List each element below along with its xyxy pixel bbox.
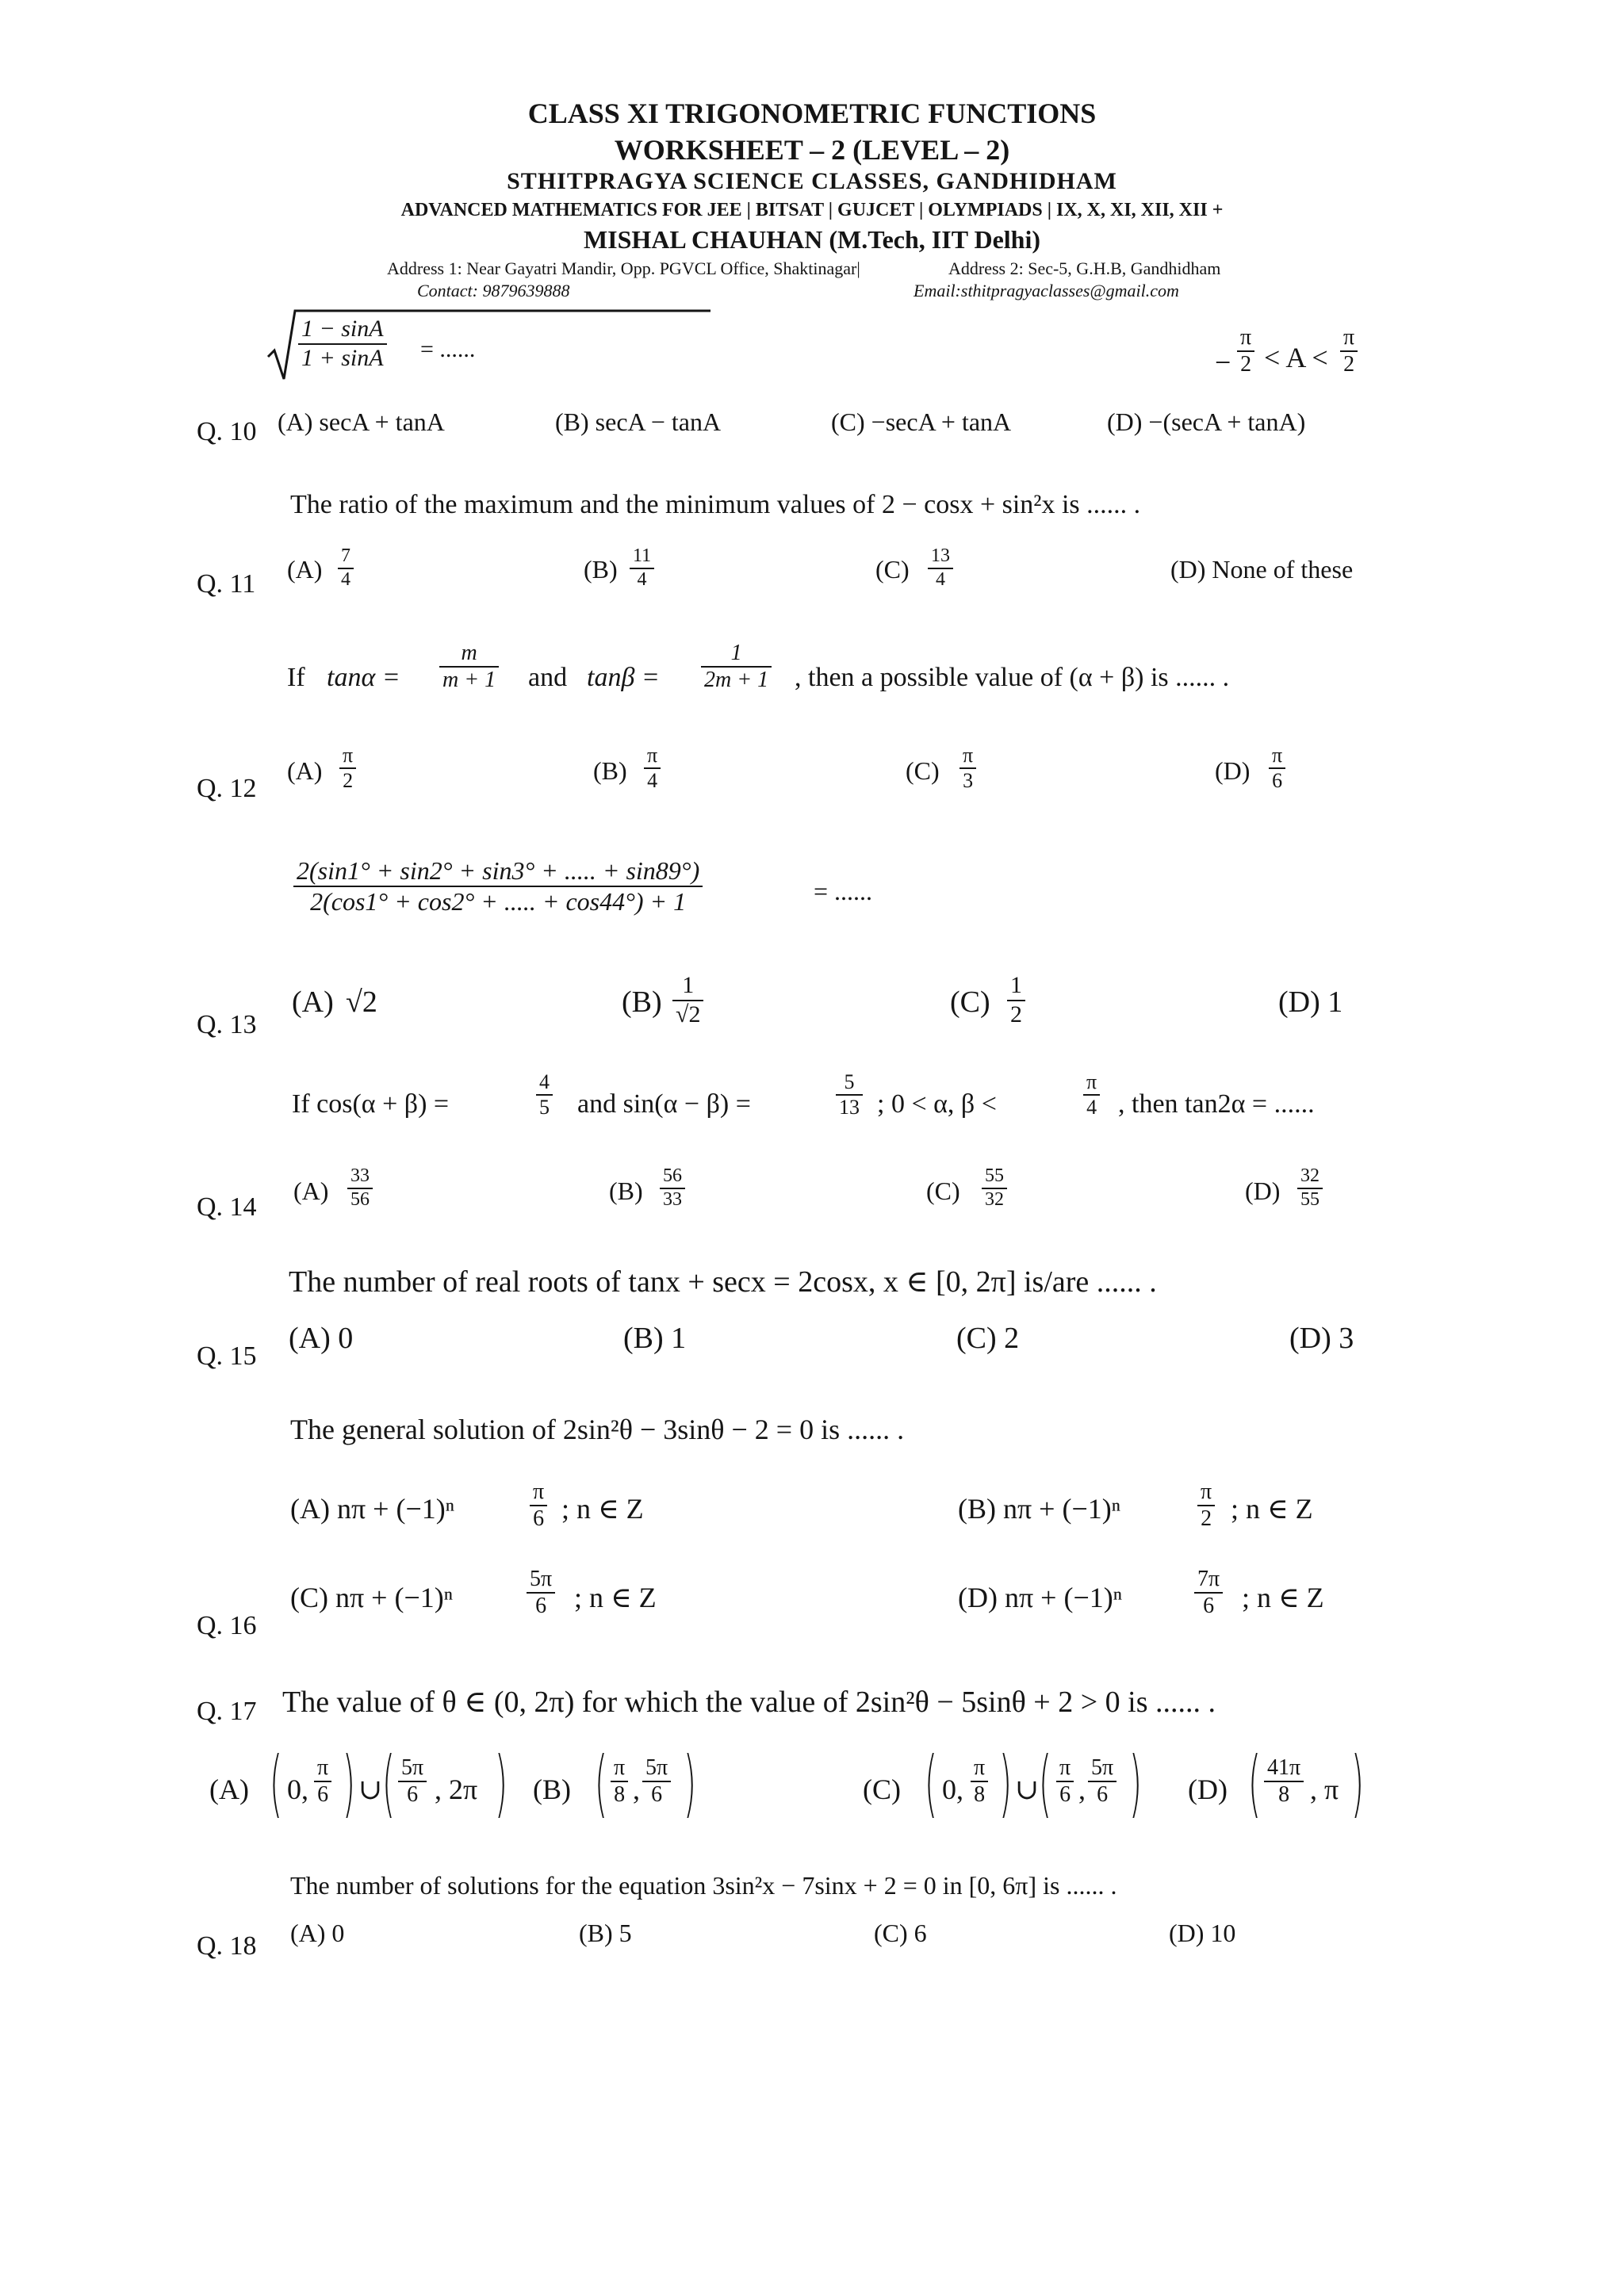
q17-b-frac2-den: 6	[651, 1782, 663, 1808]
q14-c-num: 55	[982, 1165, 1007, 1189]
q12-option-d-label: (D)	[1215, 756, 1251, 785]
q14-a-den: 56	[350, 1188, 370, 1210]
q14-option-c-frac	[982, 1165, 1007, 1211]
q12-tan-alpha: tanα =	[327, 663, 400, 692]
q12-if: If	[287, 663, 305, 692]
q13-c-den: 2	[1010, 1001, 1022, 1027]
q12-tan-beta: tanβ =	[587, 663, 660, 692]
q16-c-num: 5π	[527, 1567, 555, 1594]
q15-text: The number of real roots of tanx + secx = 2cosx, x ∈ [0, 2π] is/are ...... .	[289, 1265, 1157, 1299]
q14-c-den: 32	[985, 1188, 1004, 1210]
q12-number: Q. 12	[197, 774, 257, 803]
q14-frac2-den: 13	[839, 1095, 860, 1119]
q10-equals: = ......	[420, 336, 476, 362]
q17-c-frac2	[1056, 1755, 1074, 1808]
q16-option-b-frac	[1197, 1479, 1215, 1532]
q18-option-d: (D) 10	[1169, 1919, 1236, 1947]
q14-frac3	[1083, 1070, 1100, 1119]
q18-option-b: (B) 5	[579, 1919, 632, 1947]
q14-option-b-frac	[660, 1165, 685, 1211]
q10-cond-frac1-den: 2	[1240, 352, 1252, 377]
q12-frac1-num: m	[439, 641, 499, 668]
q12-and: and	[528, 663, 568, 692]
q17-text: The value of θ ∈ (0, 2π) for which the value of 2sin²θ − 5sinθ + 2 > 0 is ...... .	[282, 1686, 1216, 1719]
q16-text: The general solution of 2sin²θ − 3sinθ − 2 = 0 is ...... .	[290, 1414, 905, 1445]
q14-option-a-label: (A)	[293, 1177, 329, 1205]
paren-close-icon: )	[1350, 1741, 1365, 1826]
q17-b-frac1	[611, 1755, 628, 1808]
paren-open-icon: (	[594, 1741, 608, 1826]
paren-open-icon: (	[924, 1741, 938, 1826]
q12-option-b-label: (B)	[593, 756, 627, 785]
q17-a-two-pi: , 2π	[435, 1774, 478, 1805]
q12-option-a-frac	[339, 744, 356, 793]
q17-option-c-label: (C)	[863, 1774, 901, 1805]
q14-frac3-den: 4	[1086, 1095, 1097, 1119]
q12-option-b-frac	[644, 744, 661, 793]
q14-frac2	[836, 1070, 863, 1119]
q10-option-b: (B) secA − tanA	[555, 408, 722, 436]
q11-option-c-label: (C)	[875, 555, 910, 584]
q13-equals: = ......	[814, 877, 873, 905]
q17-d-pi: , π	[1310, 1774, 1339, 1805]
q16-option-b-pre: (B) nπ + (−1)ⁿ	[958, 1493, 1121, 1525]
q10-cond-frac1	[1237, 325, 1254, 377]
q10-cond-frac1-num: π	[1237, 325, 1254, 352]
q12-option-c-label: (C)	[906, 756, 940, 785]
q15-option-d: (D) 3	[1289, 1322, 1354, 1355]
q14-frac1	[536, 1070, 553, 1119]
q13-numerator: 2(sin1° + sin2° + sin3° + ..... + sin89°)	[293, 856, 703, 887]
q10-cond-frac2-num: π	[1340, 325, 1358, 352]
q17-c-frac2-num: π	[1056, 1755, 1074, 1782]
q10-num: 1 − sinA	[298, 316, 387, 345]
q13-option-a-label: (A)	[292, 985, 334, 1019]
q17-a-frac2	[398, 1755, 427, 1808]
q10-cond-frac2-den: 2	[1343, 352, 1355, 377]
q17-c-zero: 0,	[942, 1774, 963, 1805]
q14-frac2-num: 5	[836, 1070, 863, 1096]
q14-frac3-num: π	[1083, 1070, 1100, 1096]
q11-a-num: 7	[338, 545, 354, 569]
q11-option-b-frac	[630, 545, 654, 591]
q13-b-den: √2	[676, 1001, 701, 1027]
q17-a-frac1-num: π	[314, 1755, 331, 1782]
q17-c-frac1-num: π	[971, 1755, 988, 1782]
q16-a-num: π	[530, 1479, 547, 1506]
q13-option-a-value: √2	[346, 985, 377, 1019]
q10-option-d: (D) −(secA + tanA)	[1107, 408, 1306, 436]
q17-a-frac1-den: 6	[317, 1782, 329, 1808]
q14-part3: ; 0 < α, β <	[877, 1089, 997, 1119]
q16-b-num: π	[1197, 1479, 1215, 1506]
q16-a-den: 6	[533, 1506, 545, 1532]
q16-option-d-frac	[1194, 1567, 1223, 1619]
q11-option-c-frac	[928, 545, 953, 591]
q17-c-union: ∪	[1015, 1774, 1040, 1805]
q13-b-num: 1	[672, 972, 703, 1001]
q16-d-num: 7π	[1194, 1567, 1223, 1594]
q17-b-comma: ,	[633, 1774, 640, 1805]
q17-c-frac3-num: 5π	[1088, 1755, 1116, 1782]
q15-option-b: (B) 1	[623, 1322, 687, 1355]
q12-option-a-label: (A)	[287, 756, 323, 785]
teacher-name: MISHAL CHAUHAN (M.Tech, IIT Delhi)	[583, 225, 1041, 254]
q13-option-d: (D) 1	[1278, 985, 1343, 1019]
q14-frac1-den: 5	[539, 1095, 550, 1119]
q16-number: Q. 16	[197, 1611, 257, 1640]
q12-frac2	[701, 641, 772, 693]
q14-number: Q. 14	[197, 1192, 257, 1222]
q14-d-den: 55	[1300, 1188, 1320, 1210]
q11-b-num: 11	[630, 545, 654, 569]
q17-c-frac2-den: 6	[1059, 1782, 1071, 1808]
q18-option-c: (C) 6	[874, 1919, 927, 1947]
q13-option-b-label: (B)	[622, 985, 662, 1019]
q17-c-frac1-den: 8	[974, 1782, 986, 1808]
q17-d-frac1	[1264, 1755, 1304, 1808]
q14-frac1-num: 4	[536, 1070, 553, 1096]
q14-part2: and sin(α − β) =	[577, 1089, 751, 1119]
q16-option-d-post: ; n ∈ Z	[1242, 1582, 1324, 1613]
q18-option-a: (A) 0	[290, 1919, 345, 1947]
q14-option-d-label: (D)	[1245, 1177, 1281, 1205]
q16-option-a-post: ; n ∈ Z	[561, 1493, 644, 1525]
q14-d-num: 32	[1297, 1165, 1323, 1189]
q12-frac2-num: 1	[701, 641, 772, 668]
q17-number: Q. 17	[197, 1697, 257, 1726]
institute-name: STHITPRAGYA SCIENCE CLASSES, GANDHIDHAM	[507, 168, 1117, 194]
q16-option-c-frac	[527, 1567, 555, 1619]
q12-b-num: π	[644, 744, 661, 769]
q17-d-frac1-den: 8	[1278, 1782, 1290, 1808]
q14-option-d-frac	[1297, 1165, 1323, 1211]
paren-close-icon: )	[683, 1741, 697, 1826]
q17-c-comma: ,	[1078, 1774, 1086, 1805]
q17-c-frac3-den: 6	[1097, 1782, 1109, 1808]
paren-open-icon: (	[1038, 1741, 1052, 1826]
q14-option-c-label: (C)	[926, 1177, 960, 1205]
q11-option-b-label: (B)	[584, 555, 618, 584]
q14-a-num: 33	[347, 1165, 373, 1189]
contact-email: Email:sthitpragyaclasses@gmail.com	[914, 281, 1179, 300]
q15-number: Q. 15	[197, 1341, 257, 1371]
q14-part1: If cos(α + β) =	[292, 1089, 450, 1119]
q17-b-frac2	[642, 1755, 671, 1808]
q14-part4: , then tan2α = ......	[1118, 1089, 1315, 1119]
q17-a-union: ∪	[358, 1774, 383, 1805]
q16-option-a-pre: (A) nπ + (−1)ⁿ	[290, 1493, 455, 1525]
q13-number: Q. 13	[197, 1010, 257, 1039]
q15-option-a: (A) 0	[289, 1322, 354, 1355]
q10-number: Q. 10	[197, 417, 257, 446]
q10-cond: < A <	[1264, 342, 1328, 373]
q17-a-zero: 0,	[287, 1774, 308, 1805]
sqrt-radical-icon	[266, 309, 298, 381]
q11-text: The ratio of the maximum and the minimum values of 2 − cosx + sin²x is ...... .	[290, 490, 1141, 519]
q17-b-frac2-num: 5π	[642, 1755, 671, 1782]
q16-option-d-pre: (D) nπ + (−1)ⁿ	[958, 1582, 1123, 1613]
q12-d-num: π	[1269, 744, 1285, 769]
q10-cond-minus: −	[1215, 346, 1231, 378]
q17-b-frac1-den: 8	[614, 1782, 626, 1808]
paren-close-icon: )	[494, 1741, 508, 1826]
q17-c-frac3	[1088, 1755, 1116, 1808]
q11-option-d: (D) None of these	[1170, 555, 1354, 584]
paren-close-icon: )	[1128, 1741, 1143, 1826]
q14-option-b-label: (B)	[609, 1177, 643, 1205]
q11-c-den: 4	[936, 568, 945, 590]
paren-open-icon: (	[381, 1741, 396, 1826]
q14-b-num: 56	[660, 1165, 685, 1189]
q12-frac1	[439, 641, 499, 693]
q13-fraction	[293, 856, 703, 916]
q12-frac1-den: m + 1	[442, 668, 496, 693]
q14-b-den: 33	[663, 1188, 682, 1210]
q17-option-a-label: (A)	[209, 1774, 249, 1805]
q16-option-c-pre: (C) nπ + (−1)ⁿ	[290, 1582, 454, 1613]
q11-b-den: 4	[637, 568, 647, 590]
q11-c-num: 13	[928, 545, 953, 569]
q10-den: 1 + sinA	[301, 344, 384, 371]
q12-d-den: 6	[1272, 768, 1283, 792]
q15-option-c: (C) 2	[956, 1322, 1020, 1355]
q11-a-den: 4	[341, 568, 350, 590]
q17-b-frac1-num: π	[611, 1755, 628, 1782]
q12-a-den: 2	[343, 768, 354, 792]
worksheet-title: CLASS XI TRIGONOMETRIC FUNCTIONS	[527, 98, 1097, 129]
q13-c-num: 1	[1007, 972, 1025, 1001]
q12-a-num: π	[339, 744, 356, 769]
address-1: Address 1: Near Gayatri Mandir, Opp. PGVCL Office, Shaktinagar|	[387, 258, 860, 278]
q17-option-b-label: (B)	[533, 1774, 571, 1805]
address-2: Address 2: Sec-5, G.H.B, Gandhidham	[948, 258, 1221, 278]
q17-a-frac2-den: 6	[407, 1782, 419, 1808]
q11-option-a-frac	[338, 545, 354, 591]
q17-a-frac2-num: 5π	[398, 1755, 427, 1782]
q12-c-den: 3	[963, 768, 974, 792]
paren-close-icon: )	[342, 1741, 356, 1826]
q14-option-a-frac	[347, 1165, 373, 1211]
q16-option-a-frac	[530, 1479, 547, 1532]
q13-denominator: 2(cos1° + cos2° + ..... + cos44°) + 1	[310, 886, 687, 916]
q16-d-den: 6	[1203, 1594, 1215, 1619]
q13-option-c-frac	[1007, 972, 1025, 1028]
q17-d-frac1-num: 41π	[1264, 1755, 1304, 1782]
q12-c-num: π	[959, 744, 976, 769]
q12-frac2-den: 2m + 1	[704, 668, 769, 693]
q16-c-den: 6	[535, 1594, 547, 1619]
q10-option-c: (C) −secA + tanA	[831, 408, 1012, 436]
paren-open-icon: (	[269, 1741, 283, 1826]
q18-number: Q. 18	[197, 1931, 257, 1961]
paren-close-icon: )	[998, 1741, 1013, 1826]
q17-a-frac1	[314, 1755, 331, 1808]
contact-phone: Contact: 9879639888	[417, 281, 570, 300]
q13-option-b-frac	[672, 972, 703, 1028]
q16-option-c-post: ; n ∈ Z	[574, 1582, 657, 1613]
q10-sqrt-fraction	[298, 316, 387, 372]
q17-option-d-label: (D)	[1188, 1774, 1228, 1805]
institute-tagline: ADVANCED MATHEMATICS FOR JEE | BITSAT | GUJCET | OLYMPIADS | IX, X, XI, XII, XII +	[400, 200, 1224, 220]
worksheet-subtitle: WORKSHEET – 2 (LEVEL – 2)	[614, 134, 1010, 166]
q12-option-c-frac	[959, 744, 976, 793]
q12-rest: , then a possible value of (α + β) is ...... .	[795, 663, 1230, 692]
q10-cond-frac2	[1340, 325, 1358, 377]
q12-b-den: 4	[647, 768, 658, 792]
q17-c-frac1	[971, 1755, 988, 1808]
q12-option-d-frac	[1269, 744, 1285, 793]
paren-open-icon: (	[1247, 1741, 1262, 1826]
q11-number: Q. 11	[197, 569, 256, 599]
q16-b-den: 2	[1201, 1506, 1212, 1532]
q11-option-a-label: (A)	[287, 555, 323, 584]
q18-text: The number of solutions for the equation 3sin²x − 7sinx + 2 = 0 in [0, 6π] is ...... .	[290, 1871, 1117, 1900]
q10-option-a: (A) secA + tanA	[278, 408, 445, 436]
q16-option-b-post: ; n ∈ Z	[1231, 1493, 1313, 1525]
q13-option-c-label: (C)	[950, 985, 990, 1019]
